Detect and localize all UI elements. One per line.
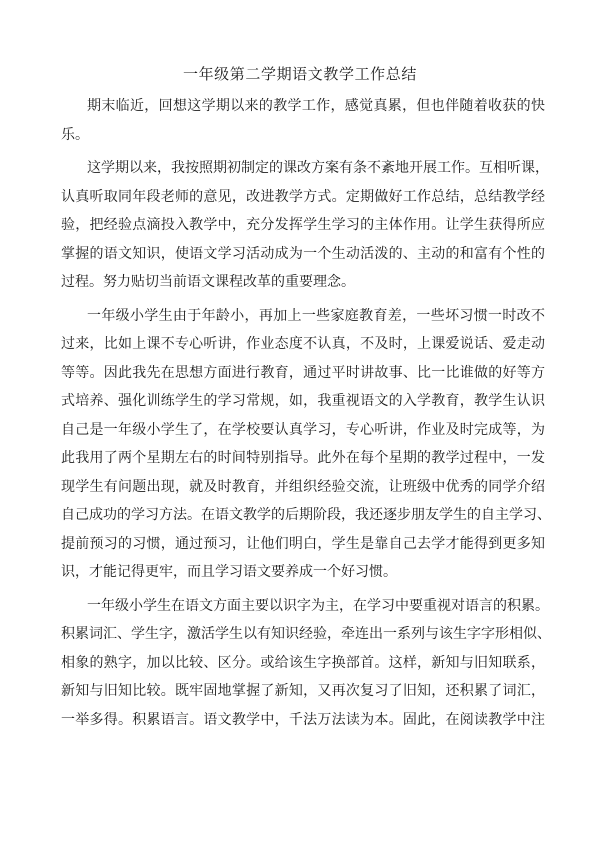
paragraph: [61, 302, 551, 587]
text-line: 一年级小学生在语文方面主要以识字为主，在学习中要重视对语言的积累。: [87, 597, 549, 614]
paragraph: [61, 592, 551, 735]
text-line: 过程。努力贴切当前语文课程改革的重要理念。: [61, 274, 355, 290]
text-line: 相象的熟字，加以比较、区分。或给该生字换部首。这样，新知与旧知联系，: [61, 654, 545, 671]
text-line: 过来，比如上课不专心听讲，作业态度不认真，不及时，上课爱说话、爱走动: [61, 336, 545, 352]
text-line: 认真听取同年段老师的意见，改进教学方式。定期做好工作总结，总结教学经: [61, 188, 545, 205]
text-line: 自己成功的学习方法。在语文教学的后期阶段，我还逐步朋友学生的自主学习、: [61, 507, 551, 523]
text-line: 现学生有问题出现，就及时教育，并组织经验交流，让班级中优秀的同学介绍: [61, 478, 545, 495]
text-line: 式培养、强化训练学生的学习常规，如，我重视语文的入学教育，教学生认识: [61, 393, 545, 409]
paragraph: [61, 154, 549, 297]
text-line: 乐。: [61, 126, 89, 143]
text-line: 一年级小学生由于年龄小，再加上一些家庭教育差，一些坏习惯一时改不: [87, 307, 545, 324]
text-line: 一举多得。积累语言。语文教学中，千法万法读为本。固此，在阅读教学中注: [61, 711, 545, 728]
text-line: 这学期以来，我按照期初制定的课改方案有条不紊地开展工作。互相听课，: [87, 160, 549, 176]
document-title: 一年级第二学期语文教学工作总结: [182, 65, 417, 83]
text-line: 识，才能记得更牢，而且学习语文要养成一个好习惯。: [61, 564, 397, 580]
text-line: 自己是一年级小学生了，在学校要认真学习，专心听讲，作业及时完成等，为: [61, 421, 545, 438]
text-line: 提前预习的习惯，通过预习，让他们明白，学生是靠自己去学才能得到更多知: [61, 535, 545, 552]
text-line: 掌握的语文知识，使语文学习活动成为一个生动活泼的、主动的和富有个性的: [61, 245, 545, 262]
document-body: [61, 92, 551, 739]
text-line: 此我用了两个星期左右的时间特别指导。此外在每个星期的教学过程中，一发: [61, 450, 545, 466]
text-line: 等等。因此我先在思想方面进行教育，通过平时讲故事、比一比谁做的好等方: [61, 364, 545, 381]
text-line: 期末临近，回想这学期以来的教学工作，感觉真累，但也伴随着收获的快: [87, 98, 545, 114]
text-line: 新知与旧知比较。既牢固地掌握了新知，又再次复习了旧知，还积累了词汇，: [61, 683, 545, 699]
text-line: 验，把经验点滴投入教学中，充分发挥学生学习的主体作用。让学生获得所应: [61, 217, 545, 233]
paragraph: [61, 92, 545, 149]
text-line: 积累词汇、学生字，激活学生以有知识经验，牵连出一系列与该生字字形相似、: [61, 626, 551, 642]
